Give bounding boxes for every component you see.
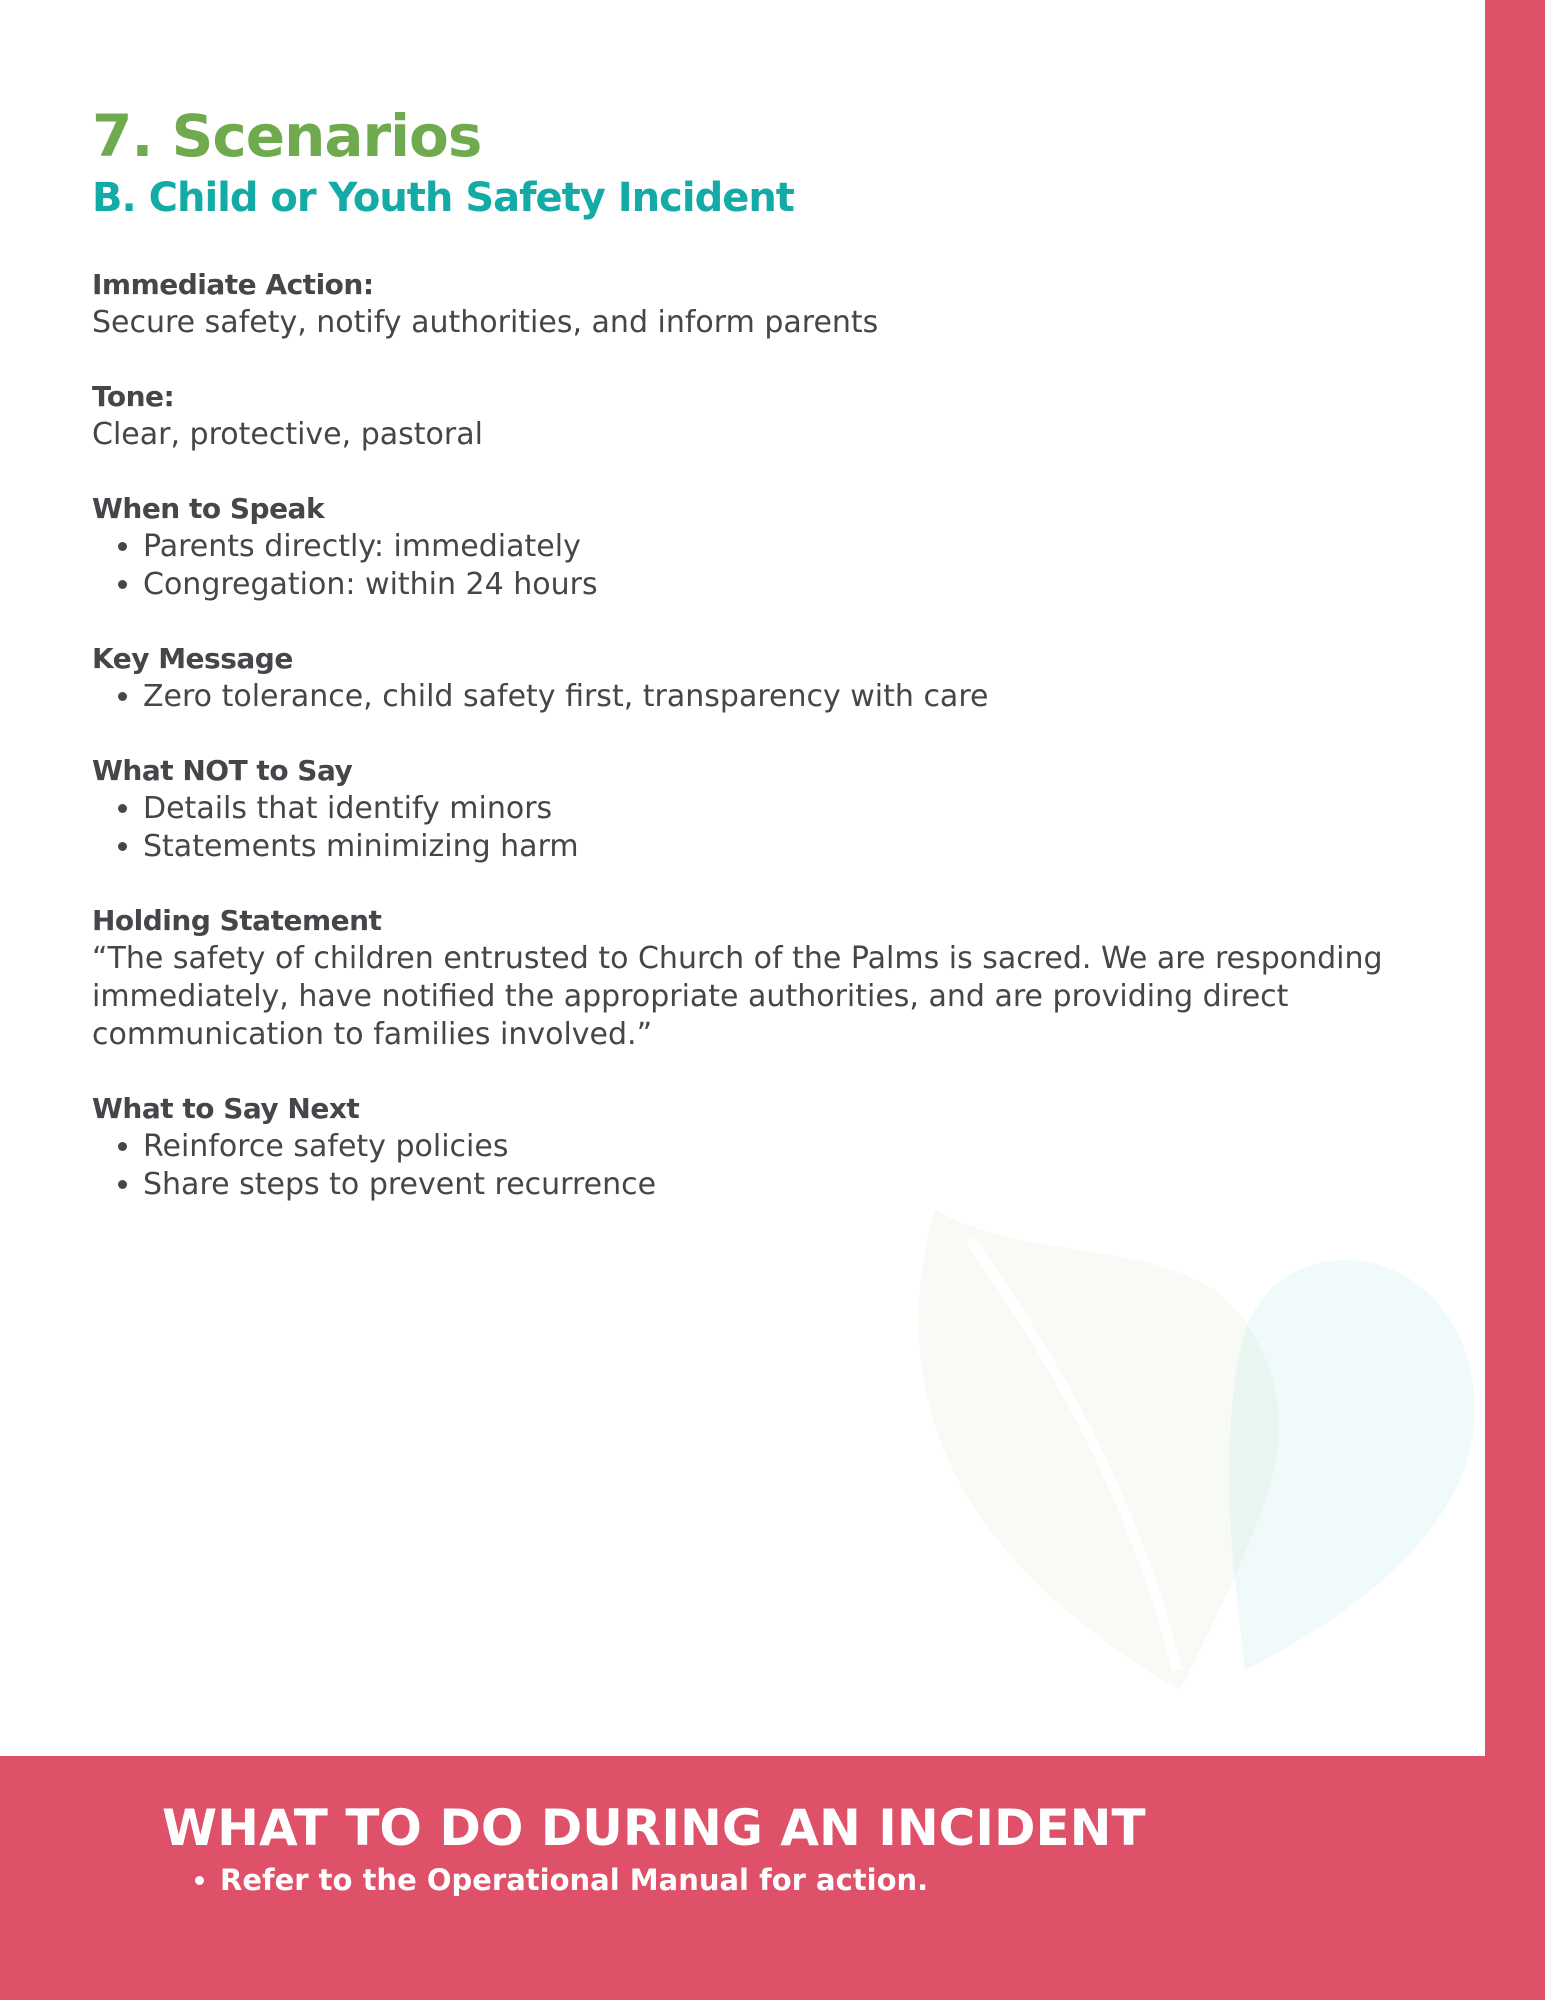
- palm-leaf-heart-logo-watermark: [915, 1200, 1485, 1690]
- tone-text: Clear, protective, pastoral: [92, 417, 483, 452]
- list-item: • Share steps to prevent recurrence: [143, 1166, 1432, 1204]
- what-not-to-say-section: [92, 752, 1432, 866]
- page-title: 7. Scenarios: [92, 102, 482, 170]
- what-to-say-next-label: What to Say Next: [92, 1092, 360, 1125]
- scenario-subtitle: B. Child or Youth Safety Incident: [92, 175, 794, 221]
- holding-statement-label: Holding Statement: [92, 904, 382, 937]
- what-not-to-say-list: [92, 790, 1432, 866]
- footer-list-item: • Refer to the Operational Manual for action.: [220, 1860, 928, 1900]
- when-to-speak-list: [92, 528, 1432, 604]
- footer-list: [162, 1860, 928, 1900]
- list-item: • Parents directly: immediately: [143, 528, 1432, 566]
- list-item: • Details that identify minors: [143, 790, 1432, 828]
- side-accent-bar: [1485, 0, 1545, 1756]
- list-item: • Reinforce safety policies: [143, 1128, 1432, 1166]
- list-item: • Statements minimizing harm: [143, 828, 1432, 866]
- when-to-speak-section: [92, 490, 1432, 604]
- list-item: • Congregation: within 24 hours: [143, 566, 1432, 604]
- footer-title: WHAT TO DO DURING AN INCIDENT: [162, 1799, 1146, 1857]
- key-message-list: [92, 678, 1432, 716]
- tone-label: Tone:: [92, 380, 175, 413]
- holding-statement-section: [92, 902, 1432, 1054]
- list-item: • Zero tolerance, child safety first, transparency with care: [143, 678, 1432, 716]
- key-message-label: Key Message: [92, 642, 293, 675]
- key-message-section: [92, 640, 1432, 716]
- footer-banner: [0, 1756, 1545, 2000]
- when-to-speak-label: When to Speak: [92, 492, 325, 525]
- what-to-say-next-section: [92, 1090, 1432, 1204]
- holding-statement-text: “The safety of children entrusted to Church of the Palms is sacred. We are responding immediately, have notified the appropriate authorities, and are providing direct communication to families involved.”: [92, 941, 1383, 1052]
- what-not-to-say-label: What NOT to Say: [92, 754, 353, 787]
- immediate-action-text: Secure safety, notify authorities, and inform parents: [92, 305, 879, 340]
- tone-section: [92, 378, 1432, 454]
- immediate-action-section: [92, 266, 1432, 342]
- what-to-say-next-list: [92, 1128, 1432, 1204]
- scenario-content: [92, 100, 1432, 1240]
- immediate-action-label: Immediate Action:: [92, 268, 374, 301]
